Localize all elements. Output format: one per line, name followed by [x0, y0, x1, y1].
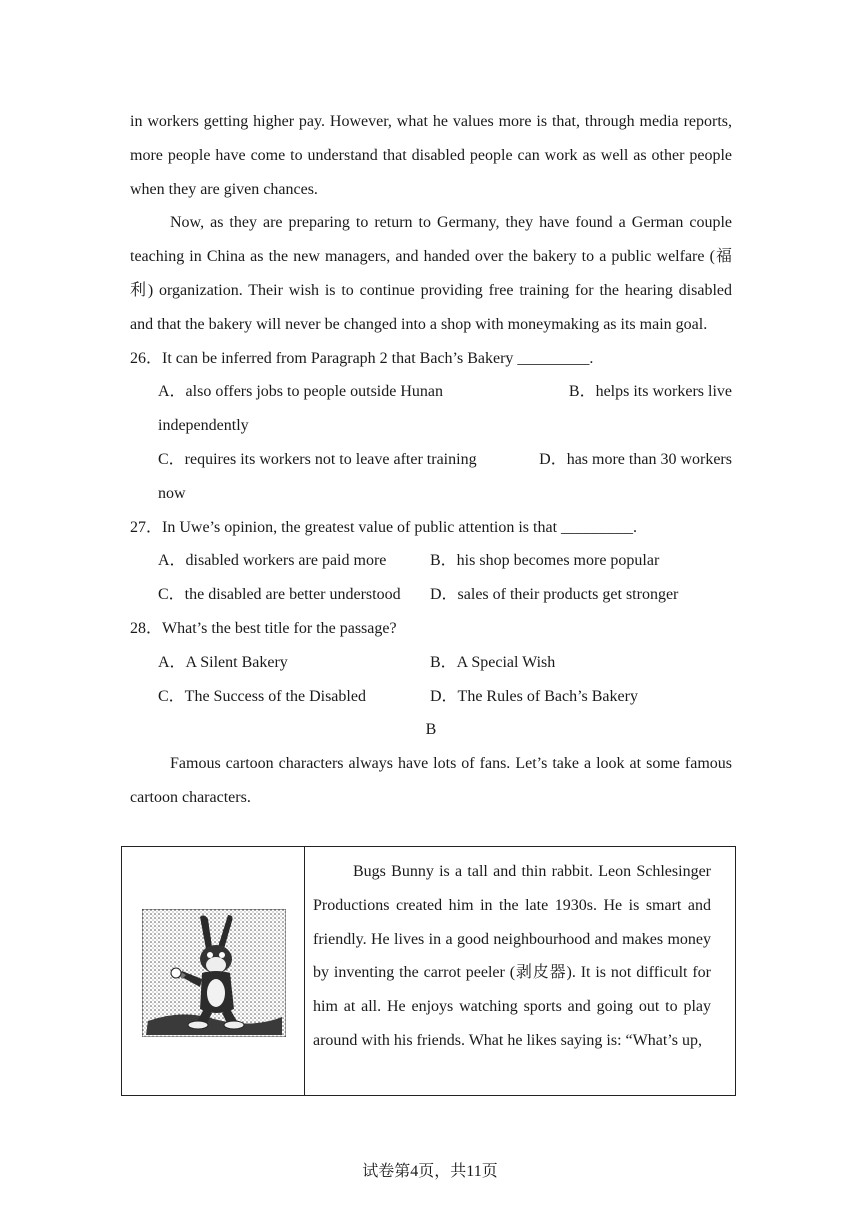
page-footer: 试卷第4页，共11页 [362, 1163, 498, 1180]
cartoon-character-table [121, 846, 736, 1096]
question-26-stem: 26．It can be inferred from Paragraph 2 that Bach’s Bakery _________. [130, 349, 594, 367]
question-28-stem: 28．What’s the best title for the passage? [130, 619, 397, 637]
question-27-options-ab [130, 544, 732, 578]
question-28-option-a[interactable]: A．A Silent Bakery [158, 653, 288, 671]
question-26-option-d[interactable]: D．has more than 30 workers [539, 450, 732, 468]
question-27-stem: 27．In Uwe’s opinion, the greatest value of public attention is that _________. [130, 518, 638, 536]
passage-b-intro: Famous cartoon characters always have lots of fans. Let’s take a look at some famous cartoon characters. [130, 755, 732, 806]
question-28-option-b[interactable]: B．A Special Wish [430, 653, 556, 671]
question-26-option-c[interactable]: C．requires its workers not to leave after training [158, 450, 477, 468]
question-28-option-c[interactable]: C．The Success of the Disabled [158, 687, 366, 705]
question-28-options-ab [130, 646, 732, 680]
section-b-heading: B [425, 721, 437, 739]
bugs-bunny-description-cell [305, 847, 736, 1096]
question-27-option-b[interactable]: B．his shop becomes more popular [430, 552, 660, 570]
question-27-option-d[interactable]: D．sales of their products get stronger [430, 586, 679, 604]
table-row [122, 847, 736, 1096]
question-28-options-cd [130, 680, 732, 714]
passage-a-paragraph-tail: in workers getting higher pay. However, what he values more is that, through media reports, more people have come to understand that disabled people can work as well as other people when they are given chances. [130, 113, 732, 198]
question-27-option-a[interactable]: A．disabled workers are paid more [158, 552, 387, 570]
passage-a-paragraph: Now, as they are preparing to return to Germany, they have found a German couple teaching in China as the new managers, and handed over the bakery to a public welfare (福利) organization. Their wish is to continue providing free training for the hearing disabled and that the bakery will never be changed into a shop with moneymaking as its main goal. [130, 214, 732, 333]
question-26-option-b-continued: independently [158, 417, 249, 435]
exam-page-content [130, 105, 732, 815]
bugs-bunny-image-cell [122, 847, 305, 1096]
question-27-option-c[interactable]: C．the disabled are better understood [158, 586, 401, 604]
question-28-option-d[interactable]: D．The Rules of Bach’s Bakery [430, 687, 638, 705]
question-26-option-b[interactable]: B．helps its workers live [568, 383, 732, 401]
question-26-option-a[interactable]: A．also offers jobs to people outside Hunan [158, 383, 443, 401]
question-26-option-d-continued: now [158, 484, 186, 502]
question-26-options-cd [130, 443, 732, 477]
question-26-options-ab [130, 375, 732, 409]
question-27-options-cd [130, 578, 732, 612]
bugs-bunny-image [142, 909, 286, 1037]
bugs-bunny-description: Bugs Bunny is a tall and thin rabbit. Leon Schlesinger Productions created him in the late 1930s. He is smart and friendly. He lives in a good neighbourhood and makes money by inventing the carrot peeler (剥皮器). It is not difficult for him at all. He enjoys watching sports and going out to play around with his friends. What he likes saying is: “What’s up, [313, 863, 711, 1049]
